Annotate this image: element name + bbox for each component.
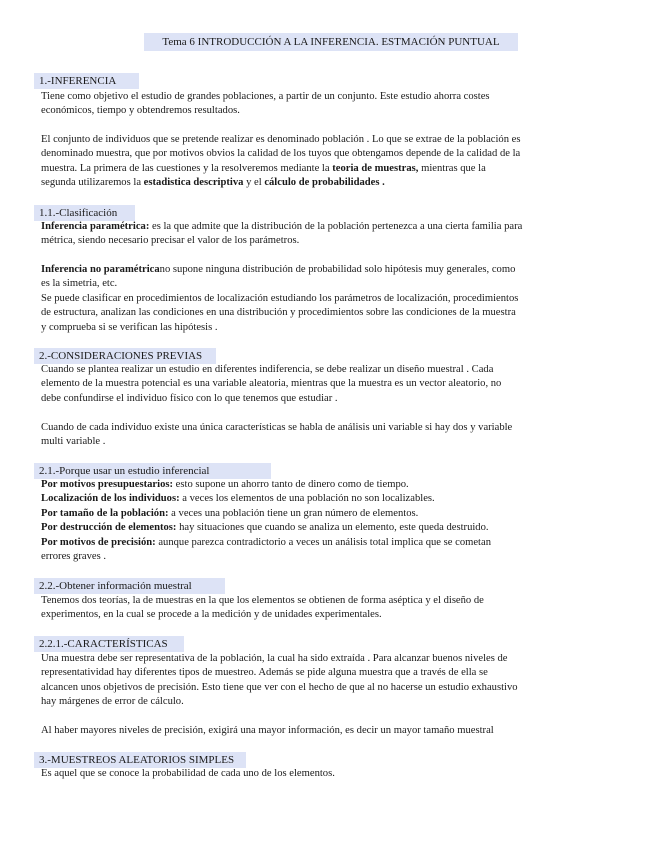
text-line: métrica, siendo necesario precisar el valor de los parámetros. (41, 235, 300, 247)
list-item: Localización de los individuos: a veces los elementos de una población no son localizables. (41, 493, 435, 505)
text-line: alcancen unos objetivos de precisión. Esto tiene que ver con el hecho de que al no hacerse un estudio exhaustivo (41, 681, 518, 693)
list-item: Por tamaño de la población: a veces una población tiene un gran número de elementos. (41, 507, 419, 519)
no-parametrica-paragraph (41, 263, 631, 335)
consideraciones-paragraph-2 (41, 421, 631, 450)
section-heading-obtener-informacion: 2.2.-Obtener información muestral (34, 578, 225, 594)
text-line: El conjunto de individuos que se pretende realizar es denominado población . Lo que se extrae de la población es (41, 134, 521, 145)
text-line: representatividad hay diferentes tipos de muestreo. Además se pide alguna muestra que a través de ella se (41, 667, 488, 679)
text-line: muestra. La primera de las cuestiones y la resolveremos mediante la teoria de muestras, mientras que la (41, 162, 486, 174)
inferencia-paragraph-2 (41, 133, 631, 191)
page-title: Tema 6 INTRODUCCIÓN A LA INFERENCIA. ESTMACIÓN PUNTUAL (144, 33, 518, 51)
text-line: es la simetria, etc. (41, 278, 118, 290)
text-line: errores graves . (41, 551, 107, 563)
text-line: Inferencia paramétrica: es la que admite que la distribución de la población pertenezca a una cierta familia para (41, 221, 523, 232)
muestreos-paragraph (41, 767, 631, 781)
text-line: denominado muestra, que por motivos obvios la calidad de los tuyos que obtengamos depende de la calidad de la (41, 148, 521, 160)
motivos-list (41, 478, 631, 564)
consideraciones-paragraph-1 (41, 363, 631, 406)
parametrica-paragraph (41, 220, 631, 249)
text-line: Tenemos dos teorías, la de muestras en la que los elementos se obtienen de forma aséptica y el diseño de (41, 595, 484, 606)
section-heading-porque-usar: 2.1.-Porque usar un estudio inferencial (34, 463, 271, 479)
text-line: segunda utilizaremos la estadistica descriptiva y el cálculo de probabilidades . (41, 177, 385, 189)
text-line: Se puede clasificar en procedimientos de localización estudiando los parámetros de localización, procedimientos (41, 292, 519, 304)
text-line: Al haber mayores niveles de precisión, exigirá una mayor información, es decir un mayor tamaño muestral (41, 725, 494, 736)
text-line: y comprueba si se verifican las hipótesis . (41, 321, 218, 333)
obtener-informacion-paragraph (41, 594, 631, 623)
text-line: elemento de la muestra potencial es una variable aleatoria, mientras que la muestra es un vector aleatorio, no (41, 378, 502, 390)
section-heading-caracteristicas: 2.2.1.-CARACTERÍSTICAS (34, 636, 184, 652)
text-line: hay márgenes de error de cálculo. (41, 696, 184, 708)
text-line: Tiene como objetivo el estudio de grandes poblaciones, a partir de un conjunto. Este estudio ahorra costes (41, 91, 490, 102)
text-line: económicos, tiempo y obtendremos resultados. (41, 105, 240, 117)
text-line: Es aquel que se conoce la probabilidad de cada uno de los elementos. (41, 768, 335, 779)
section-heading-inferencia: 1.-INFERENCIA (34, 73, 139, 89)
text-line: Cuando se plantea realizar un estudio en diferentes indiferencia, se debe realizar un diseño muestral . Cada (41, 364, 494, 375)
text-line: Inferencia no paramétricano supone ninguna distribución de probabilidad solo hipótesis muy generales, como (41, 264, 516, 275)
text-line: debe confundirse el individuo físico con lo que tenemos que estudiar . (41, 392, 338, 404)
section-heading-consideraciones: 2.-CONSIDERACIONES PREVIAS (34, 348, 216, 364)
text-line: multi variable . (41, 436, 106, 448)
list-item: Por motivos de precisión: aunque parezca contradictorio a veces un análisis total implica que se cometan (41, 536, 491, 548)
text-line: de estructura, analizan las condiciones en una distribución y procedimientos sobre las condiciones de la muestra (41, 307, 516, 319)
text-line: experimentos, en la cual se procede a la medición y de unidades experimentales. (41, 609, 382, 621)
caracteristicas-paragraph-2 (41, 724, 631, 738)
caracteristicas-paragraph-1 (41, 652, 631, 710)
list-item: Por destrucción de elementos: hay situaciones que cuando se analiza un elemento, este queda destruido. (41, 522, 489, 534)
section-heading-clasificacion: 1.1.-Clasificación (34, 205, 135, 221)
text-line: Una muestra debe ser representativa de la población, la cual ha sido extraída . Para alcanzar buenos niveles de (41, 653, 508, 664)
text-line: Cuando de cada individuo existe una única características se habla de análisis uni variable si hay dos y variable (41, 422, 513, 433)
section-heading-muestreos: 3.-MUESTREOS ALEATORIOS SIMPLES (34, 752, 246, 768)
inferencia-paragraph-1 (41, 90, 631, 119)
list-item: Por motivos presupuestarios: esto supone un ahorro tanto de dinero como de tiempo. (41, 479, 409, 490)
